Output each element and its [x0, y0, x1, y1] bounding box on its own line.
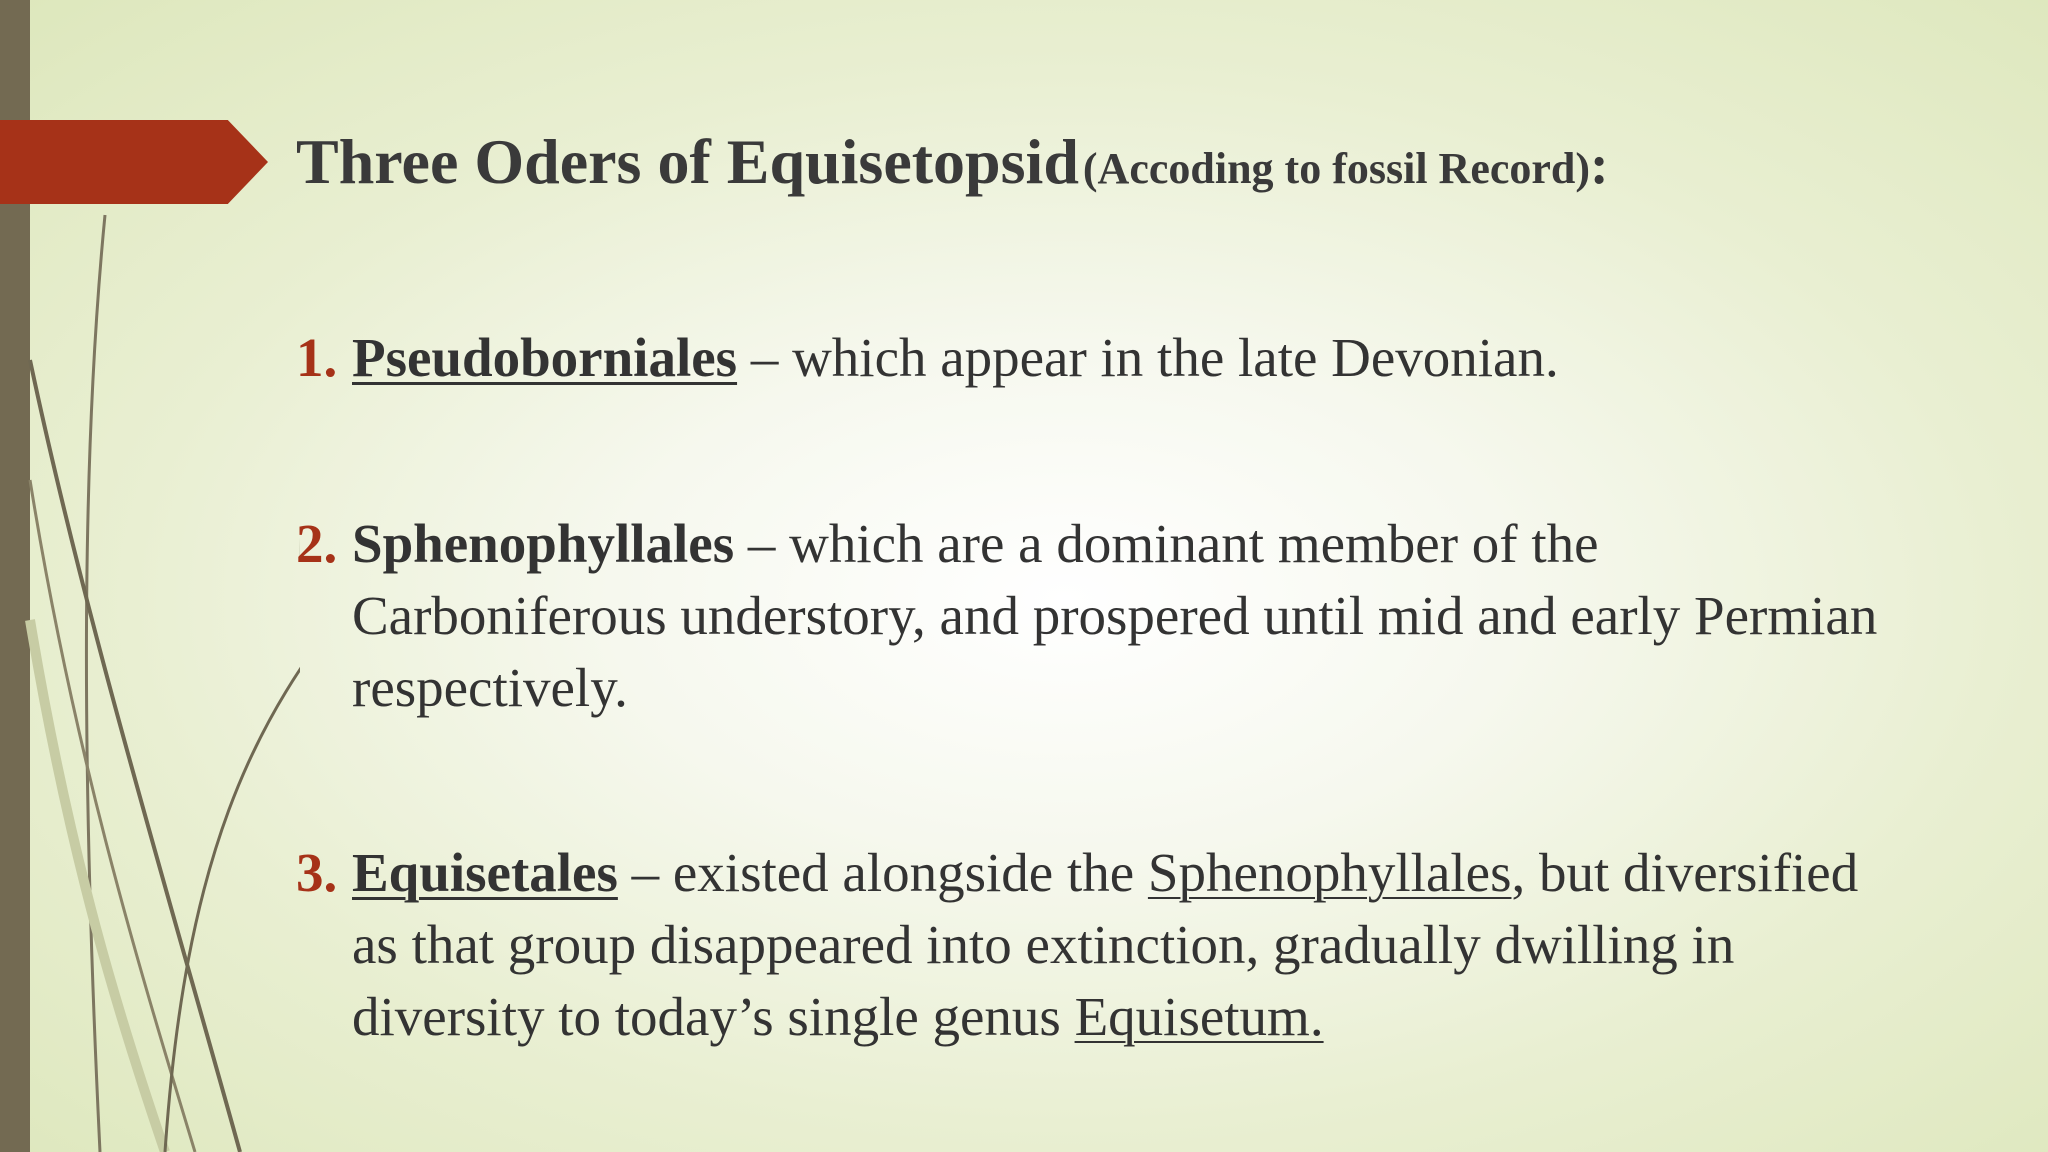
- item-number: 3.: [296, 842, 338, 903]
- item-number: 2.: [296, 513, 338, 574]
- item-text-before: – existed alongside the: [617, 842, 1148, 903]
- title-main: Three Oders of Equisetopsid: [296, 126, 1079, 197]
- list-item-3: [296, 837, 1896, 1053]
- item-term: Sphenophyllales: [352, 513, 735, 574]
- list-item-2: [296, 508, 1896, 724]
- item-text: – which are a dominant member of the Carboniferous understory, and prospered until mid and early Permian respectively.: [352, 513, 1878, 718]
- item-term: Equisetales: [352, 842, 618, 903]
- item-text: – which appear in the late Devonian.: [737, 327, 1559, 388]
- item-term: Pseudoborniales: [352, 327, 738, 388]
- title-accent-arrow: [0, 120, 268, 204]
- title-subtitle: (Accoding to fossil Record): [1082, 144, 1591, 193]
- item-end-term: Equisetum.: [1074, 986, 1324, 1047]
- list-item-1: [296, 322, 1896, 394]
- item-link-term: Sphenophyllales: [1147, 842, 1512, 903]
- slide-title: [296, 125, 1609, 199]
- title-colon: :: [1590, 134, 1609, 196]
- item-number: 1.: [296, 327, 338, 388]
- item-text-middle: , but diversified as that group disappeared into extinction, gradually dwilling in diversity to today’s single genus: [352, 842, 1859, 1047]
